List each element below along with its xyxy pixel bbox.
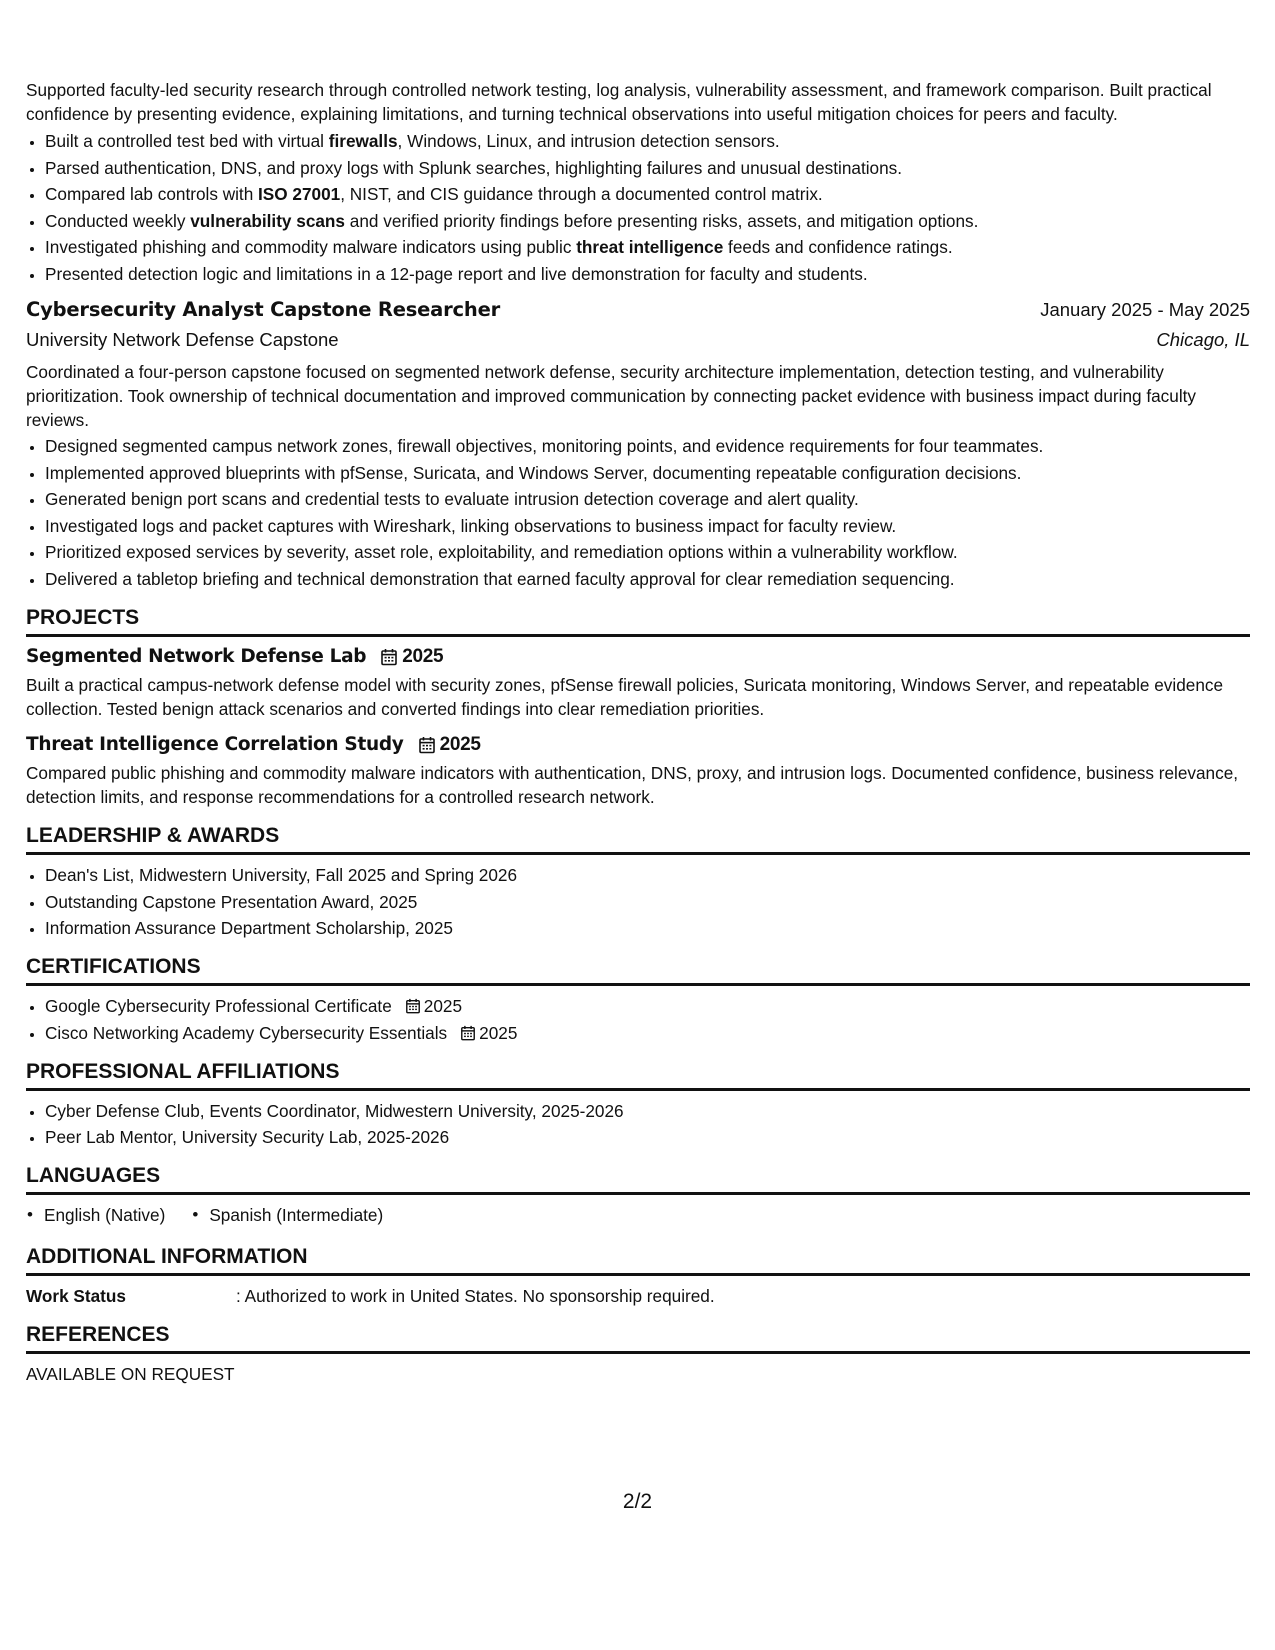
language-item: • English (Native) <box>26 1203 165 1227</box>
references-text: AVAILABLE ON REQUEST <box>26 1363 235 1384</box>
list-item: • Parsed authentication, DNS, and proxy logs with Splunk searches, highlighting failures and unusual destinations. <box>45 156 1250 180</box>
role-dates: January 2025 - May 2025 <box>1040 298 1250 320</box>
role-organization: University Network Defense Capstone <box>26 328 339 350</box>
list-item: • Peer Lab Mentor, University Security Lab, 2025-2026 <box>45 1125 1250 1149</box>
certification-year: 2025 <box>423 996 463 1017</box>
list-item: • Investigated logs and packet captures with Wireshark, linking observations to business impact for faculty review. <box>45 514 1250 538</box>
project-title-row <box>26 645 1250 669</box>
work-status-row <box>26 1284 1250 1308</box>
language-item: • Spanish (Intermediate) <box>191 1203 383 1227</box>
certification-year: 2025 <box>479 1022 518 1043</box>
list-item <box>45 994 1250 1018</box>
role-summary-previous: Supported faculty-led security research through controlled network testing, log analysis, vulnerability assessment, and framework comparison. Built practical confidence by presenting evidence, explaining limitations, and turning technical observations into useful mitigation choices for peers and faculty. <box>26 80 1212 124</box>
list-item: • Compared lab controls with ISO 27001, NIST, and CIS guidance through a documented control matrix. <box>45 182 1250 206</box>
certification-name: • Google Cybersecurity Professional Certificate <box>45 996 392 1017</box>
section-heading-additional: ADDITIONAL INFORMATION <box>26 1244 1250 1276</box>
project-title: Segmented Network Defense Lab <box>26 645 367 667</box>
list-item: • Conducted weekly vulnerability scans and verified priority findings before presenting risks, assets, and mitigation options. <box>45 209 1250 233</box>
list-item: • Designed segmented campus network zones, firewall objectives, monitoring points, and evidence requirements for four teammates. <box>45 434 1250 458</box>
project-title-row <box>26 733 1250 757</box>
section-heading-projects: PROJECTS <box>26 605 1250 637</box>
bullet-list-affiliations <box>26 1099 1250 1150</box>
list-item: • Dean's List, Midwestern University, Fall 2025 and Spring 2026 <box>45 863 1250 887</box>
section-heading-languages: LANGUAGES <box>26 1163 1250 1195</box>
list-item <box>45 1021 1250 1045</box>
experience-entry <box>26 298 1250 591</box>
bullet-list-leadership <box>26 863 1250 940</box>
list-item: • Delivered a tabletop briefing and technical demonstration that earned faculty approval for clear remediation sequencing. <box>45 567 1250 591</box>
language-list <box>26 1203 1250 1230</box>
list-item: • Information Assurance Department Scholarship, 2025 <box>45 916 1250 940</box>
project-year: 2025 <box>439 733 481 755</box>
list-item: • Cyber Defense Club, Events Coordinator, Midwestern University, 2025-2026 <box>45 1099 1250 1123</box>
calendar-icon <box>405 998 421 1014</box>
role-title: Cybersecurity Analyst Capstone Researcher <box>26 297 501 321</box>
list-item: • Presented detection logic and limitations in a 12-page report and live demonstration for faculty and students. <box>45 262 1250 286</box>
calendar-icon <box>380 648 398 666</box>
resume-page <box>26 78 1250 1386</box>
project-description: Compared public phishing and commodity malware indicators with authentication, DNS, proxy, and intrusion logs. Documented confidence, business relevance, detection limits, and response recommendations for a controlled research network. <box>26 762 1239 807</box>
list-item: • Generated benign port scans and credential tests to evaluate intrusion detection coverage and alert quality. <box>45 487 1250 511</box>
work-status-value: : Authorized to work in United States. No sponsorship required. <box>236 1285 715 1306</box>
role-summary: Coordinated a four-person capstone focused on segmented network defense, security architecture implementation, detection testing, and vulnerability prioritization. Took ownership of technical documentation and improved communication by connecting packet evidence with business impact during faculty reviews. <box>26 361 1197 430</box>
bullet-list-certifications <box>26 994 1250 1045</box>
role-location: Chicago, IL <box>1156 328 1250 350</box>
project-title: Threat Intelligence Correlation Study <box>26 733 404 755</box>
bullet-list-role <box>26 434 1250 591</box>
page-number: 2/2 <box>622 1490 653 1513</box>
calendar-icon <box>418 736 436 754</box>
work-status-label: Work Status <box>26 1285 126 1306</box>
list-item: • Investigated phishing and commodity malware indicators using public threat intelligence feeds and confidence ratings. <box>45 235 1250 259</box>
bullet-list-previous-role <box>26 129 1250 286</box>
project-description: Built a practical campus-network defense model with security zones, pfSense firewall policies, Suricata monitoring, Windows Server, and repeatable evidence collection. Tested benign attack scenarios and converted findings into clear remediation priorities. <box>26 674 1224 719</box>
list-item: • Implemented approved blueprints with pfSense, Suricata, and Windows Server, documenting repeatable configuration decisions. <box>45 461 1250 485</box>
section-heading-affiliations: PROFESSIONAL AFFILIATIONS <box>26 1059 1250 1091</box>
section-heading-certifications: CERTIFICATIONS <box>26 954 1250 986</box>
project-year: 2025 <box>402 645 444 667</box>
list-item: • Built a controlled test bed with virtual firewalls, Windows, Linux, and intrusion detection sensors. <box>45 129 1250 153</box>
role-subheader <box>26 328 1250 352</box>
calendar-icon <box>460 1025 476 1041</box>
certification-name: • Cisco Networking Academy Cybersecurity Essentials <box>45 1022 448 1043</box>
section-heading-references: REFERENCES <box>26 1322 1250 1354</box>
list-item: • Prioritized exposed services by severity, asset role, exploitability, and remediation options within a vulnerability workflow. <box>45 540 1250 564</box>
role-header <box>26 298 1250 322</box>
section-heading-leadership: LEADERSHIP & AWARDS <box>26 823 1250 855</box>
list-item: • Outstanding Capstone Presentation Award, 2025 <box>45 890 1250 914</box>
